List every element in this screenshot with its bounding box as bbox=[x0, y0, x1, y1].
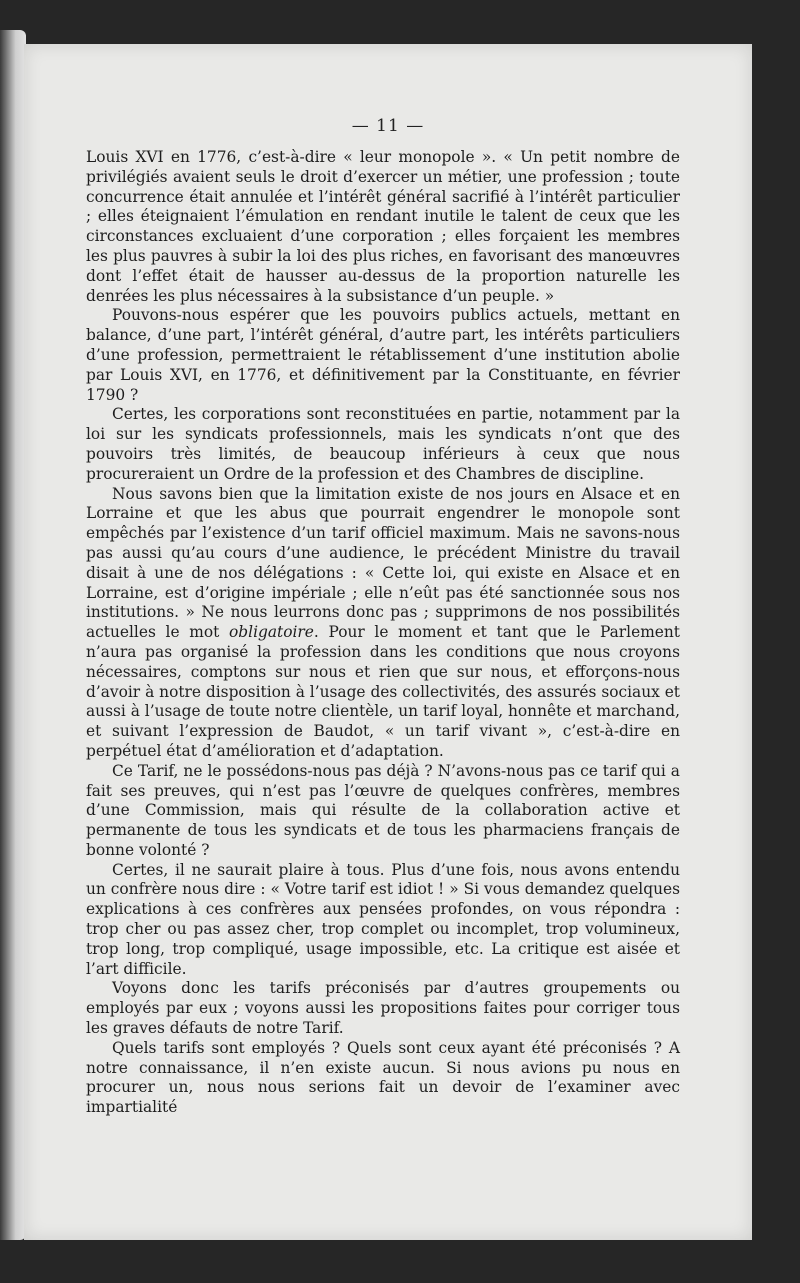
paragraph-6: Certes, il ne saurait plaire à tous. Plus d’une fois, nous avons entendu un confrère nous dire : « Votre tarif est idiot ! » Si vous demandez quelques explications à ces confrères aux pensées profondes, on vous répondra : trop cher ou pas assez cher, trop complet ou incomplet, trop volumineux, trop long, trop compliqué, usage impossible, etc. La critique est aisée et l’art difficile. bbox=[86, 860, 680, 978]
adjacent-page-edge bbox=[0, 30, 26, 1240]
paragraph-4-emphasis: obligatoire bbox=[229, 623, 314, 642]
page-number: — 11 — bbox=[351, 116, 425, 136]
paragraph-3: Certes, les corporations sont reconstituées en partie, notamment par la loi sur les syndicats professionnels, mais les syndicats n’ont que des pouvoirs très limités, de beaucoup inférieurs à ceux que nous procureraient un Ordre de la profession et des Chambres de discipline. bbox=[86, 405, 680, 483]
paragraph-7: Voyons donc les tarifs préconisés par d’autres groupements ou employés par eux ; voyons aussi les propositions faites pour corriger tous les graves défauts de notre Tarif. bbox=[86, 979, 680, 1038]
paragraph-8: Quels tarifs sont employés ? Quels sont ceux ayant été préconisés ? A notre connaissance, il n’en existe aucun. Si nous avions pu nous en procurer un, nous nous serions fait un devoir de l’examiner avec impartialité bbox=[86, 1038, 680, 1117]
paragraph-5: Ce Tarif, ne le possédons-nous pas déjà ? N’avons-nous pas ce tarif qui a fait ses preuves, qui n’est pas l’œuvre de quelques confrères, membres d’une Commission, mais qui résulte de la collaboration active et permanente de tous les syndicats et de tous les pharmaciens français de bonne volonté ? bbox=[86, 761, 680, 859]
paragraph-2: Pouvons-nous espérer que les pouvoirs publics actuels, mettant en balance, d’une part, l’intérêt général, d’autre part, les intérêts particuliers d’une profession, permettraient le rétablissement d’une institution abolie par Louis XVI, en 1776, et définitivement par la Constituante, en février 1790 ? bbox=[86, 306, 680, 404]
paragraph-4 bbox=[86, 485, 680, 762]
document-page bbox=[24, 44, 752, 1240]
paragraph-4-part-1: Nous savons bien que la limitation existe de nos jours en Alsace et en Lorraine et que les abus que pourrait engendrer le monopole sont empêchés par l’existence d’un tarif officiel maximum. Mais ne savons-nous pas aussi qu’au cours d’une audience, le précédent Ministre du travail disait à une de nos délégations : « Cette loi, qui existe en Alsace et en Lorraine, est d’origine impériale ; elle n’eût pas été sanctionnée sous nos institutions. » Ne nous leurrons donc pas ; supprimons de nos possibilités actuelles le mot bbox=[86, 484, 680, 642]
paragraph-4-part-2: . Pour le moment et tant que le Parlement n’aura pas organisé la profession dans les conditions que nous croyons nécessaires, comptons sur nous et rien que sur nous, et efforçons-nous d’avoir à notre disposition à l’usage des collectivités, des assurés sociaux et aussi à l’usage de toute notre clientèle, un tarif loyal, honnête et marchand, et suivant l’expression de Baudot, « un tarif vivant », c’est-à-dire en perpétuel état d’amélioration et d’adaptation. bbox=[86, 623, 680, 760]
paragraph-1: Louis XVI en 1776, c’est-à-dire « leur monopole ». « Un petit nombre de privilégiés avaient seuls le droit d’exercer un métier, une profession ; toute concurrence était annulée et l’intérêt général sacrifié à l’intérêt particulier ; elles éteignaient l’émulation en rendant inutile le talent de ceux que les circonstances excluaient d’une corporation ; elles forçaient les membres les plus pauvres à subir la loi des plus riches, en favorisant des manœuvres dont l’effet était de hausser au-dessus de la proportion naturelle les denrées les plus nécessaires à la subsistance d’un peuple. » bbox=[86, 148, 680, 305]
page-body bbox=[86, 148, 680, 1118]
